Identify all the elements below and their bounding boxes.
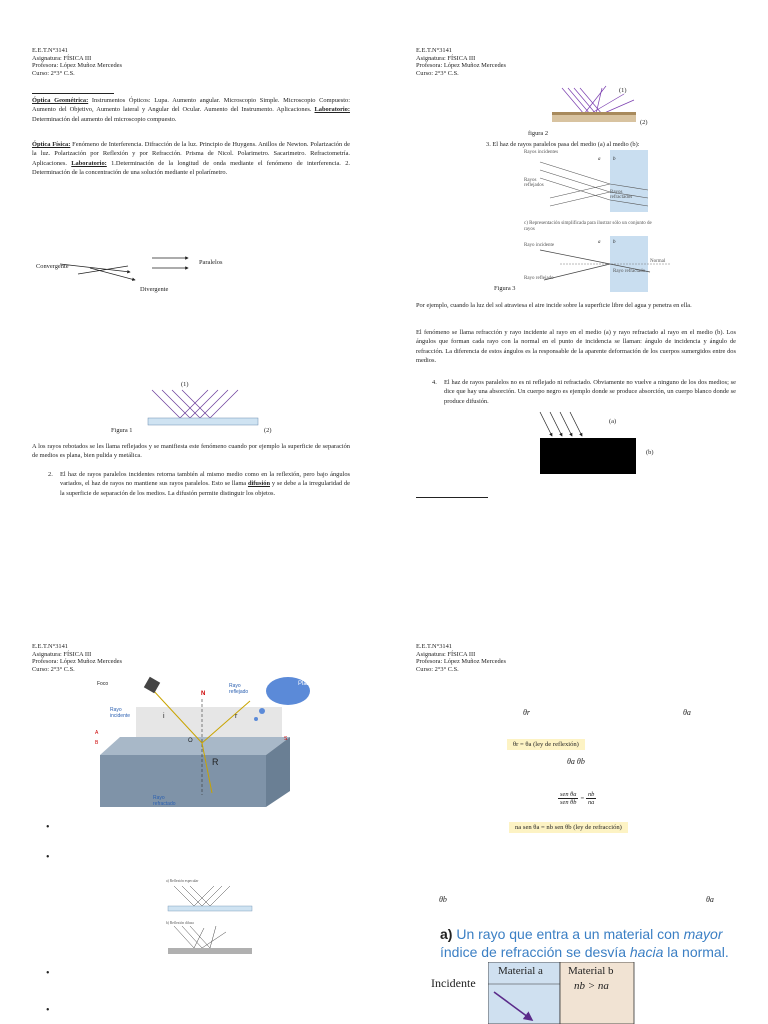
teacher-line: Profesora: López Muñoz Mercedes [32,658,122,666]
physical-optics-title: Óptica Física: [32,141,71,148]
refracted-ray-label: Rayo refractado [153,795,176,807]
school-name: E.E.T.N°3141 [416,47,452,54]
specular-label: a) Reflexión especular [166,879,199,883]
refracted-ray-label: Rayo refractado [613,269,646,274]
item-2-paragraph [60,470,350,498]
school-name: E.E.T.N°3141 [32,47,68,54]
plane-label: Plano [298,681,314,687]
medium-b-label: b [613,157,616,162]
absorption-b-label: (b) [646,449,654,456]
rule-text-1: Un rayo que entra a un material con [452,926,684,942]
ratio-denominator: sen θb [560,799,577,806]
page-2 [384,0,768,512]
page-header [416,47,506,77]
item-4-paragraph: El haz de rayos paralelos no es ni reflejado ni refractado. Obviamente no vuelve a ninguno de los dos medios; se dice que hay una absorción. Un cuerpo negro es ejemplo donde se produce absorción, un cuerpo blanco donde se produce difusión. [444,379,736,405]
subject-line: Asignatura: FÍSICA III [416,650,476,658]
physical-lab-body: 1.Determinación de la longitud de onda mediante el fenómeno de interferencia. 2. Determinación de la concentración de una solución mediante el polarímetro. [32,159,350,176]
theta-b-symbol: θb [439,895,447,904]
geometric-optics-title: Óptica Geométrica: [32,97,89,104]
simplified-b-label: b [613,240,616,245]
geometric-lab-body: Determinación del aumento del microscopio compuesto. [32,115,177,123]
incident-label: Incidente [431,976,476,990]
incident-ray-label: Rayo incidente [110,707,131,719]
rule-text-2: índice de refracción se desvía [440,944,630,960]
item-4-number: 4. [432,379,437,386]
course-line: Curso: 2°3° C.S. [416,69,459,77]
normal-n-label: N [201,691,206,697]
angle-R-label: R [212,757,219,767]
incident-ray-label: Rayo incidente [524,243,555,248]
course-line: Curso: 2°3° C.S. [416,665,459,673]
fig2-label-2: (2) [640,119,648,126]
ratio-right-denominator [586,799,596,806]
item-3-text: 3. El haz de rayos paralelos pasa del medio (a) al medio (b): [486,141,640,148]
normal-label: Normal [650,259,666,264]
refracted-rays-label: Rayos refractados [610,190,633,200]
figure-1-reflection [140,388,260,428]
lab-label: Laboratorio: [71,159,107,167]
refraction-paragraph: El fenómeno se llama refracción y rayo incidente al rayo en el medio (a) y rayo refractado al rayo en el medio (b). Los ángulos que forman cada rayo con la normal en el punto de incidencia se llaman: ángulo de incidencia y ángulo de refracción. La diferencia de estos ángulos es la responsable de la aparente deformación de los cuerpos sumergidos entre dos medios. [416,329,736,364]
bullet-2: • [46,852,50,863]
point-o-label: O [188,738,193,744]
focus-label: Foco [97,681,109,687]
material-b-label: Material b [568,965,614,977]
parallel-label: Paralelos [199,259,223,266]
refraction-law: na sen θa = nb sen θb (ley de refracción) [509,822,628,833]
figure-3-caption: Figura 3 [494,285,516,292]
reflected-ray-label: Rayo reflejado [524,276,554,281]
theta-a-symbol: θa [683,708,691,717]
school-name: E.E.T.N°3141 [416,643,452,650]
figure-1-caption: Figura 1 [111,427,133,434]
fig1-label-1: (1) [181,381,189,388]
index-comparison: nb > na [574,980,609,992]
bullet-1: • [46,822,50,833]
absorption-diagram [534,410,644,476]
page-header [32,47,122,77]
page-4 [384,512,768,1024]
figure-2-diffusion [544,84,654,130]
lab-label: Laboratorio: [314,106,350,114]
theta-a-symbol-2: θa [706,895,714,904]
ratio-right-den-text: na [587,799,595,806]
point-a-label: A [95,730,99,736]
page-header [32,643,122,673]
geometric-optics-paragraph [32,96,350,124]
page-1 [0,0,384,512]
page-3 [0,512,384,1024]
incident-rays-label: Rayos incidentes [524,150,559,155]
item-2-text-a: El haz de rayos paralelos incidentes retorna también al mismo medio como en la reflexión, pero bajo ángulos variados, el haz de rayos no mantiene sus rayos paralelos. Esto se llama [60,471,350,488]
ratio-numerator: sen θa [560,791,577,798]
header-rule [32,93,114,94]
diffuse-label: b) Reflexión difusa [166,921,194,925]
material-a-label: Material a [498,965,543,977]
reflected-ray-label: Rayo reflejado [229,683,249,695]
point-b-label: B [95,740,99,746]
subject-line: Asignatura: FÍSICA III [416,54,476,62]
theta-r-symbol: θr [523,708,531,717]
bullet-4: • [46,1005,50,1016]
subject-line: Asignatura: FÍSICA III [32,650,92,658]
refraction-scene-illustration [90,675,310,815]
rule-text-3: la normal. [663,944,729,960]
reflection-paragraph: A los rayos rebotados se les llama reflejados y se manifiesta este fenómeno cuando por ejemplo la superficie de separación de medios es plana, bien pulida y metálica. [32,443,350,460]
point-s-label: S [284,736,288,742]
absorption-a-label: (a) [609,418,617,425]
simplified-a-label: a [598,240,601,245]
physical-optics-paragraph [32,140,350,177]
subject-line: Asignatura: FÍSICA III [32,54,92,62]
refraction-rule-text [440,925,740,961]
footer-rule [416,497,488,498]
fig1-label-2: (2) [264,427,272,434]
course-line: Curso: 2°3° C.S. [32,69,75,77]
theta-a-b-symbols: θa θb [567,757,585,766]
bullet-3: • [46,968,50,979]
physical-optics-body: Fenómeno de Interferencia. Difracción de la luz. Principio de Huygens. Anillos de Newton. Polarización de la luz. Polarización por Reflexión y por Refracción. Prisma de Nicol. Polarimetro. Sacarimetro. Refractometría. Aplicaciones. [32,141,350,167]
page-header [416,643,506,673]
geometric-optics-body: Instrumentos Ópticos: Lupa. Aumento angular. Microscopio Simple. Microscopio Compuesto: Aumento del Objetivo, Aumento lateral y Angular del Ocular. Aumento del Instrumento. Aplicaciones. [32,97,351,114]
teacher-line: Profesora: López Muñoz Mercedes [416,62,506,70]
medium-a-label: a [598,157,601,162]
divergent-label: Divergente [140,286,169,293]
figure-2-caption: figura 2 [528,130,549,137]
convergent-label: Convergente [36,263,69,270]
teacher-line: Profesora: López Muñoz Mercedes [416,658,506,666]
fig2-label-1: (1) [619,87,627,94]
mayor-word: mayor [683,926,723,942]
item-2-number: 2. [48,471,53,478]
angle-i-label: i [163,713,165,720]
item-2-text-b: y se debe a la irregularidad de la superficie de separación de los medios. La difusión permite distinguir los objetos. [60,480,350,497]
simplified-title: c) Representación simplificada para ilustrar sólo un conjunto de rayos [524,221,652,232]
reflected-rays-label: Rayos reflejados [524,178,544,188]
hacia-word: hacia [629,944,664,960]
ratio-right-numerator: nb [587,791,595,798]
school-name: E.E.T.N°3141 [32,643,68,650]
diffusion-word: difusión [247,480,270,488]
snell-ratio: sen θa sen θb = $\frac{nb}{na}$ [560,791,595,806]
sun-paragraph: Por ejemplo, cuando la luz del sol atraviesa el aire incide sobre la superficie libre del agua y penetra en ella. [416,302,692,309]
reflection-law: θr = θa (ley de reflexión) [507,739,585,750]
course-line: Curso: 2°3° C.S. [32,665,75,673]
teacher-line: Profesora: López Muñoz Mercedes [32,62,122,70]
angle-r-label: r [235,713,238,720]
item-a-label: a) [440,926,453,942]
